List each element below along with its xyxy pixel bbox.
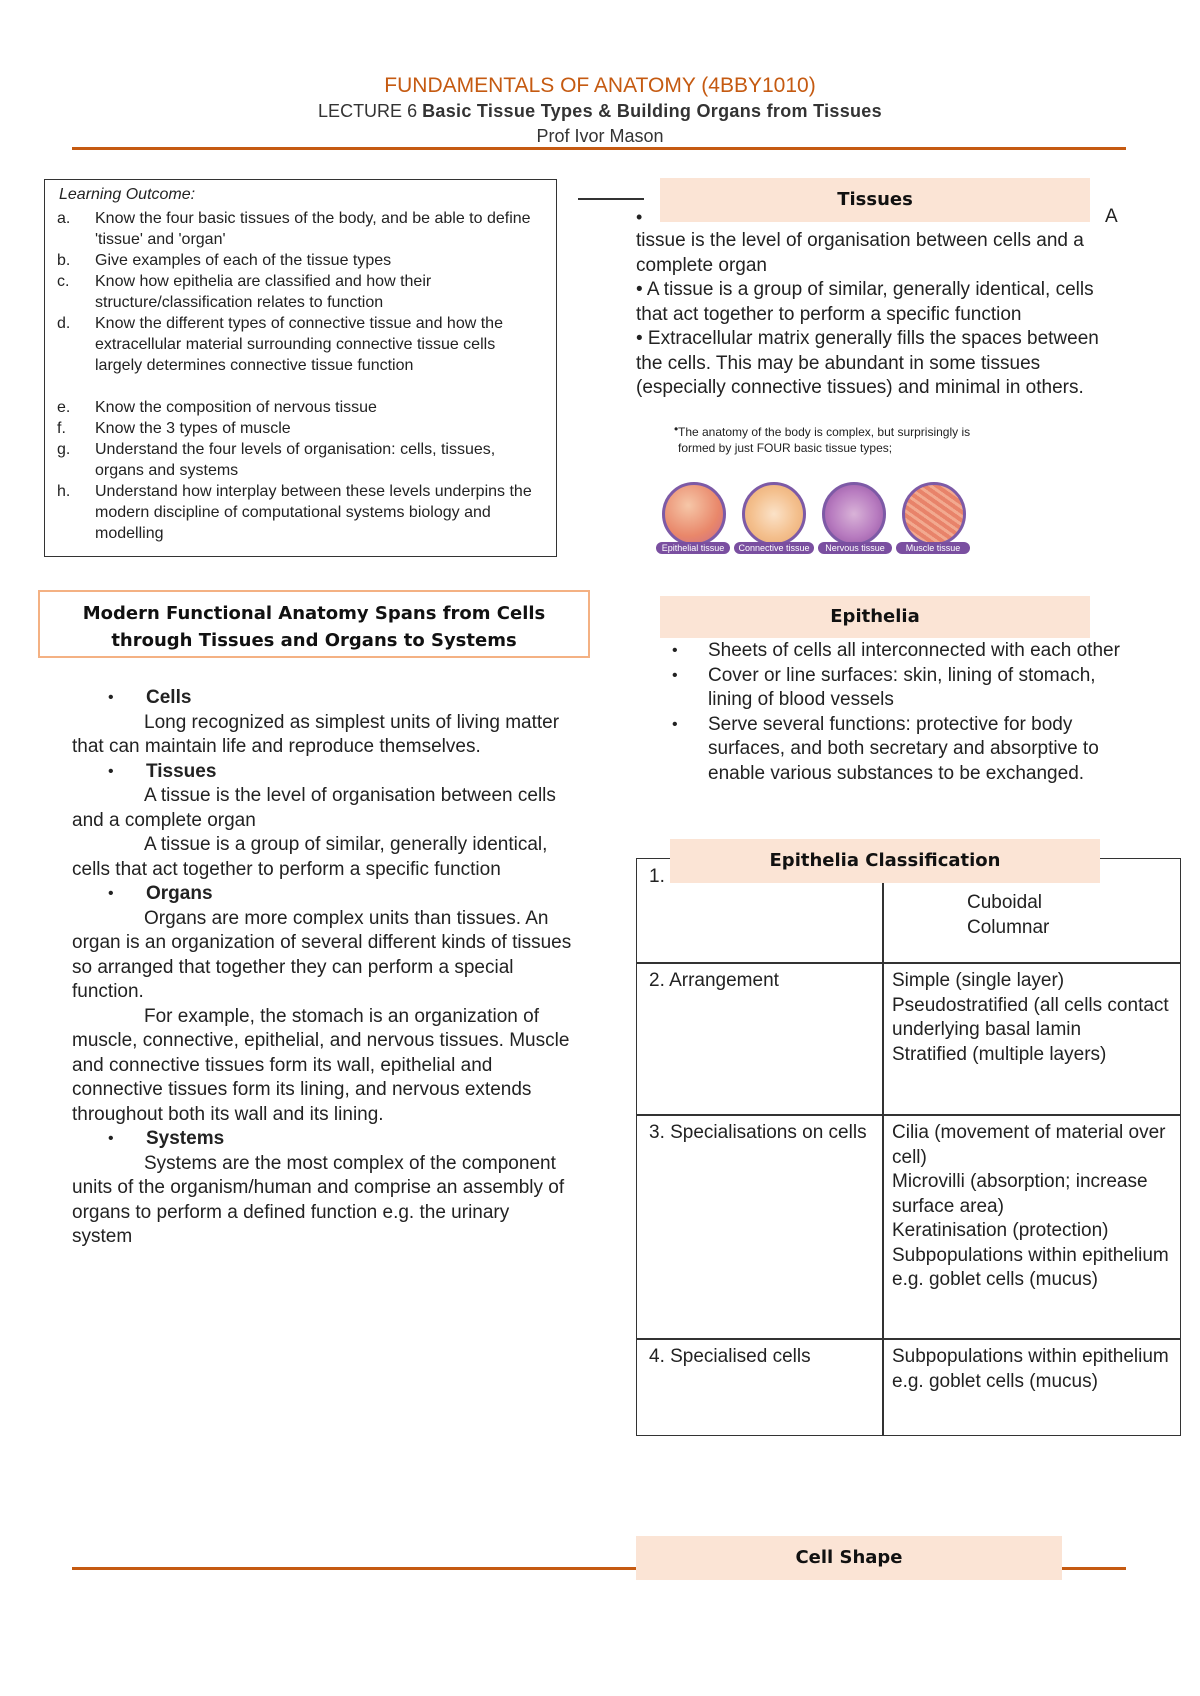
bullet-icon: •: [636, 207, 643, 227]
table-divider: [882, 859, 884, 1435]
nervous-tissue-image: [822, 482, 886, 546]
outcome-item: b. Give examples of each of the tissue types: [57, 252, 392, 269]
muscle-tissue-image: [902, 482, 966, 546]
tissues-banner: Tissues: [660, 178, 1090, 222]
cells-heading-row: [72, 686, 572, 711]
tissues-paragraph-1: tissue is the level of organisation between cells and a complete organ: [636, 230, 1084, 276]
learning-outcomes-heading: Learning Outcome:: [59, 186, 196, 203]
lecture-subtitle: [0, 101, 1200, 122]
outcome-item: e. Know the composition of nervous tissue: [57, 399, 377, 416]
modern-anatomy-banner: [38, 590, 590, 658]
bullet-icon: •: [672, 642, 678, 659]
systems-text: Systems are the most complex of the component units of the organism/human and comprise an assembly of organs to perform a defined function e.g. the urinary system: [72, 1152, 565, 1247]
outcome-item: d. Know the different types of connective tissue and how the extracellular material surrounding connective tissue cells largely determines connective tissue function: [57, 315, 503, 374]
systems-heading: Systems: [146, 1128, 225, 1149]
table-row-label: 3. Specialisations on cells: [649, 1122, 867, 1143]
levels-section: [72, 686, 572, 1250]
table-row-label: 4. Specialised cells: [649, 1346, 811, 1367]
tissues-heading-row: [72, 760, 572, 785]
table-divider: [637, 962, 1180, 964]
tissues-heading: Tissues: [146, 760, 217, 782]
cell-shape-banner: Cell Shape: [636, 1536, 1062, 1580]
table-divider: [637, 1338, 1180, 1340]
figure-label: Connective tissue: [734, 542, 814, 554]
modern-anatomy-title: Modern Functional Anatomy Spans from Cells through Tissues and Organs to Systems: [82, 603, 546, 651]
tissues-paragraph-3: • Extracellular matrix generally fills the spaces between the cells. This may be abundant in some tissues (especially connective tissues) and minimal in others.: [636, 328, 1099, 398]
lecture-prefix: LECTURE 6: [318, 101, 418, 121]
tissues-paragraph-2: • A tissue is a group of similar, generally identical, cells that act together to perform a specific function: [636, 279, 1094, 325]
tissues-text-1: A tissue is the level of organisation between cells and a complete organ: [72, 785, 556, 831]
cells-heading: Cells: [146, 687, 192, 708]
bullet-icon: •: [108, 689, 114, 706]
figure-caption: The anatomy of the body is complex, but surprisingly is formed by just FOUR basic tissue types;: [678, 425, 971, 455]
bullet-icon: •: [108, 1130, 114, 1147]
table-cell: Subpopulations within epithelium e.g. goblet cells (mucus): [892, 1346, 1169, 1392]
outcome-item: f. Know the 3 types of muscle: [57, 420, 291, 437]
organs-heading-row: [72, 882, 572, 907]
table-cell: Simple (single layer) Pseudostratified (all cells contact underlying basal lamin Stratified (multiple layers): [892, 970, 1169, 1065]
cells-text: Long recognized as simplest units of living matter that can maintain life and reproduce themselves.: [72, 711, 560, 757]
list-item: • Cover or line surfaces: skin, lining of stomach, lining of blood vessels: [672, 664, 1096, 710]
bullet-icon: •: [108, 762, 114, 780]
outcome-item: g. Understand the four levels of organisation: cells, tissues, organs and systems: [57, 441, 496, 479]
list-item: • Sheets of cells all interconnected with each other: [636, 639, 1136, 664]
epithelia-list: [636, 639, 1136, 786]
table-cell: Cilia (movement of material over cell) Microvilli (absorption; increase surface area) Keratinisation (protection) Subpopulations within epithelium e.g. goblet cells (mucus): [892, 1122, 1169, 1290]
epithelia-classification-banner: Epithelia Classification: [670, 839, 1100, 883]
tissues-text: [636, 229, 1124, 401]
header-divider: [72, 147, 1126, 150]
bullet-icon: •: [108, 885, 114, 902]
organs-heading: Organs: [146, 883, 213, 904]
stray-letter: A: [1105, 206, 1118, 227]
document-title: FUNDAMENTALS OF ANATOMY (4BBY1010): [384, 74, 816, 97]
short-rule: [578, 198, 644, 200]
outcome-item: c. Know how epithelia are classified and how their structure/classification relates to function: [57, 273, 432, 311]
learning-outcomes-box: [44, 179, 557, 557]
outcome-item: h. Understand how interplay between these levels underpins the modern discipline of computational systems biology and modelling: [57, 483, 532, 542]
table-divider: [637, 1114, 1180, 1116]
bullet-icon: •: [674, 422, 679, 436]
table-row-label: 1.: [649, 866, 665, 887]
figure-label: Nervous tissue: [818, 542, 892, 554]
author: Prof Ivor Mason: [536, 126, 664, 146]
lecture-title: Basic Tissue Types & Building Organs from Tissues: [422, 101, 882, 121]
table-row-label: 2. Arrangement: [649, 970, 779, 991]
list-item: • Serve several functions: protective for body surfaces, and both secretary and absorptive to enable various substances to be exchanged.: [672, 713, 1099, 784]
four-tissues-figure: [656, 478, 976, 568]
bullet-icon: •: [672, 666, 678, 684]
figure-label: Epithelial tissue: [656, 542, 730, 554]
connective-tissue-image: [742, 482, 806, 546]
organs-text-2: For example, the stomach is an organization of muscle, connective, epithelial, and nervous tissues. Muscle and connective tissues form its wall, epithelial and connective tissues form its lining, and nervous extends throughout both its wall and its lining.: [72, 1005, 570, 1125]
epithelial-tissue-image: [662, 482, 726, 546]
figure-label: Muscle tissue: [896, 542, 970, 554]
epithelia-banner: Epithelia: [660, 596, 1090, 638]
organs-text-1: Organs are more complex units than tissues. An organ is an organization of several different kinds of tissues so arranged that together they can perform a special function.: [72, 907, 572, 1002]
table-cell: Cuboidal Columnar: [967, 892, 1050, 938]
outcome-item: a. Know the four basic tissues of the body, and be able to define 'tissue' and 'organ': [57, 210, 531, 248]
bullet-icon: •: [672, 715, 678, 733]
tissues-text-2: A tissue is a group of similar, generally identical, cells that act together to perform a specific function: [72, 834, 548, 880]
epithelia-classification-table: [636, 858, 1181, 1436]
systems-heading-row: [72, 1127, 572, 1152]
